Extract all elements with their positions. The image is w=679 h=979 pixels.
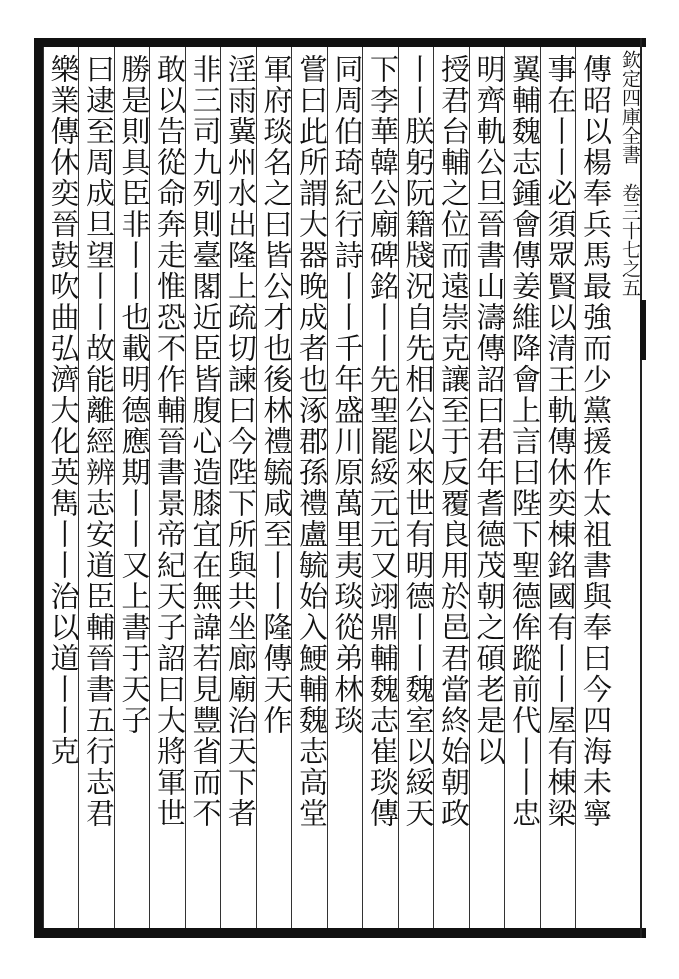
text-column: 嘗曰此所謂大器晚成者也涿郡孫禮盧毓始入鯁輔魏志高堂 <box>295 54 329 829</box>
frame-top-border <box>34 38 646 47</box>
text-column: 丨丨朕躬阮籍牋況自先相公以來世有明德丨丨魏室以綏天 <box>401 54 436 829</box>
column-rule <box>43 47 44 928</box>
frame-bottom-border <box>34 928 646 938</box>
text-column: 淫雨冀州水出隆上疏切諫曰今陛下所與共坐廊廟治天下者 <box>224 54 258 829</box>
text-column: 下李華韓公廟碑銘丨丨先聖罷綏元元又翊鼎輔魏志崔琰傳 <box>366 54 400 829</box>
text-column: 樂業傳休奕晉鼓吹曲弘濟大化英雋丨丨治以道丨丨克 <box>46 54 81 767</box>
text-column: 事在丨丨必須眾賢以清王軌傳休奕棟銘國有丨丨屋有棟梁 <box>543 54 578 829</box>
side-note: 欽定四庫全書 卷三十七之五 <box>619 50 641 297</box>
text-column: 軍府琰名之曰皆公才也後林禮毓咸至丨丨隆傳天作 <box>259 54 294 736</box>
text-column: 同周伯琦紀行詩丨丨千年盛川原萬里夷琰從弟林琰 <box>330 54 365 736</box>
text-column: 翼輔魏志鍾會傳姜維降會上言曰陛下聖德侔蹤前代丨丨忠 <box>508 54 542 829</box>
text-column: 明齊軌公旦晉書山濤傳詔曰君年耆德茂朝之碩老是以 <box>472 54 507 767</box>
text-column: 授君台輔之位而遠崇克讓至于反覆良用於邑君當終始朝政 <box>437 54 471 829</box>
text-column: 敢以告從命奔走惟恐不作輔晉書景帝紀天子詔曰大將軍世 <box>153 54 187 829</box>
text-column: 曰逮至周成旦望丨丨故能離經辨志安道臣輔晉書五行志君 <box>82 54 116 829</box>
text-column: 勝是則具臣非丨丨也載明德應期丨丨又上書于天子 <box>117 54 152 736</box>
text-column: 傳昭以楊奉兵馬最強而少黨援作太祖書與奉曰今四海未寧 <box>579 54 613 829</box>
text-column: 非三司九列則臺閣近臣皆腹心造膝宜在無諱若見豐省而不 <box>188 54 223 829</box>
